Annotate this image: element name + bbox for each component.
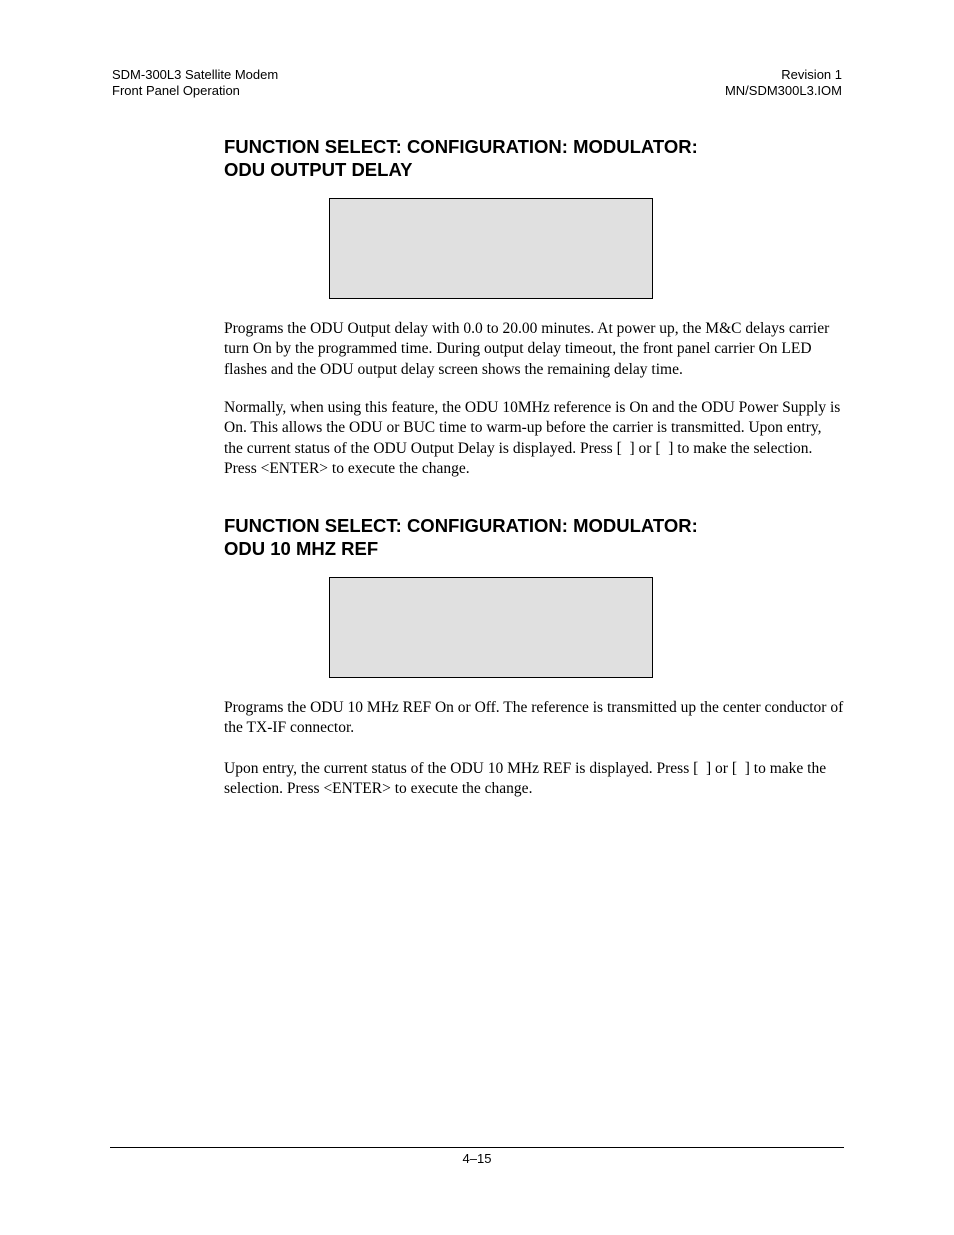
section-odu-output-delay xyxy=(224,135,844,477)
header-right xyxy=(725,67,842,99)
paragraph: Programs the ODU Output delay with 0.0 to 20.00 minutes. At power up, the M&C delays carrier turn On by the programmed time. During output delay timeout, the front panel carrier On LED flashes and the ODU output delay screen shows the remaining delay time. xyxy=(224,320,830,378)
section-title-line1: FUNCTION SELECT: CONFIGURATION: MODULATOR: xyxy=(224,136,698,157)
header-document-number: MN/SDM300L3.IOM xyxy=(724,83,842,98)
section-title xyxy=(224,135,844,181)
section-title-line1: FUNCTION SELECT: CONFIGURATION: MODULATOR: xyxy=(224,515,698,536)
lcd-display-panel xyxy=(329,577,653,678)
paragraph: Upon entry, the current status of the ODU 10 MHz REF is displayed. Press [ ] or [ ] to make the selection. Press <ENTER> to execute the change. xyxy=(224,760,827,798)
paragraph: Normally, when using this feature, the ODU 10MHz reference is On and the ODU Power Supply is On. This allows the ODU or BUC time to warm-up before the carrier is transmitted. Upon entry, the current status of the ODU Output Delay is displayed. Press [ ] or [ ] to make the selection. Press <ENTER> to execute the change. xyxy=(224,399,841,477)
header-chapter-name: Front Panel Operation xyxy=(112,83,240,98)
section-title-line2: ODU OUTPUT DELAY xyxy=(224,159,413,180)
footer-divider xyxy=(110,1147,844,1148)
section-odu-10mhz-ref xyxy=(224,514,844,798)
header-left xyxy=(112,67,278,99)
header-product-name: SDM-300L3 Satellite Modem xyxy=(112,67,279,82)
page-number: 4–15 xyxy=(462,1151,492,1166)
lcd-display-panel xyxy=(329,198,653,299)
paragraph: Programs the ODU 10 MHz REF On or Off. The reference is transmitted up the center conductor of the TX-IF connector. xyxy=(224,699,844,737)
header-revision: Revision 1 xyxy=(781,67,842,82)
section-title-line2: ODU 10 MHZ REF xyxy=(224,538,379,559)
section-title xyxy=(224,514,844,560)
